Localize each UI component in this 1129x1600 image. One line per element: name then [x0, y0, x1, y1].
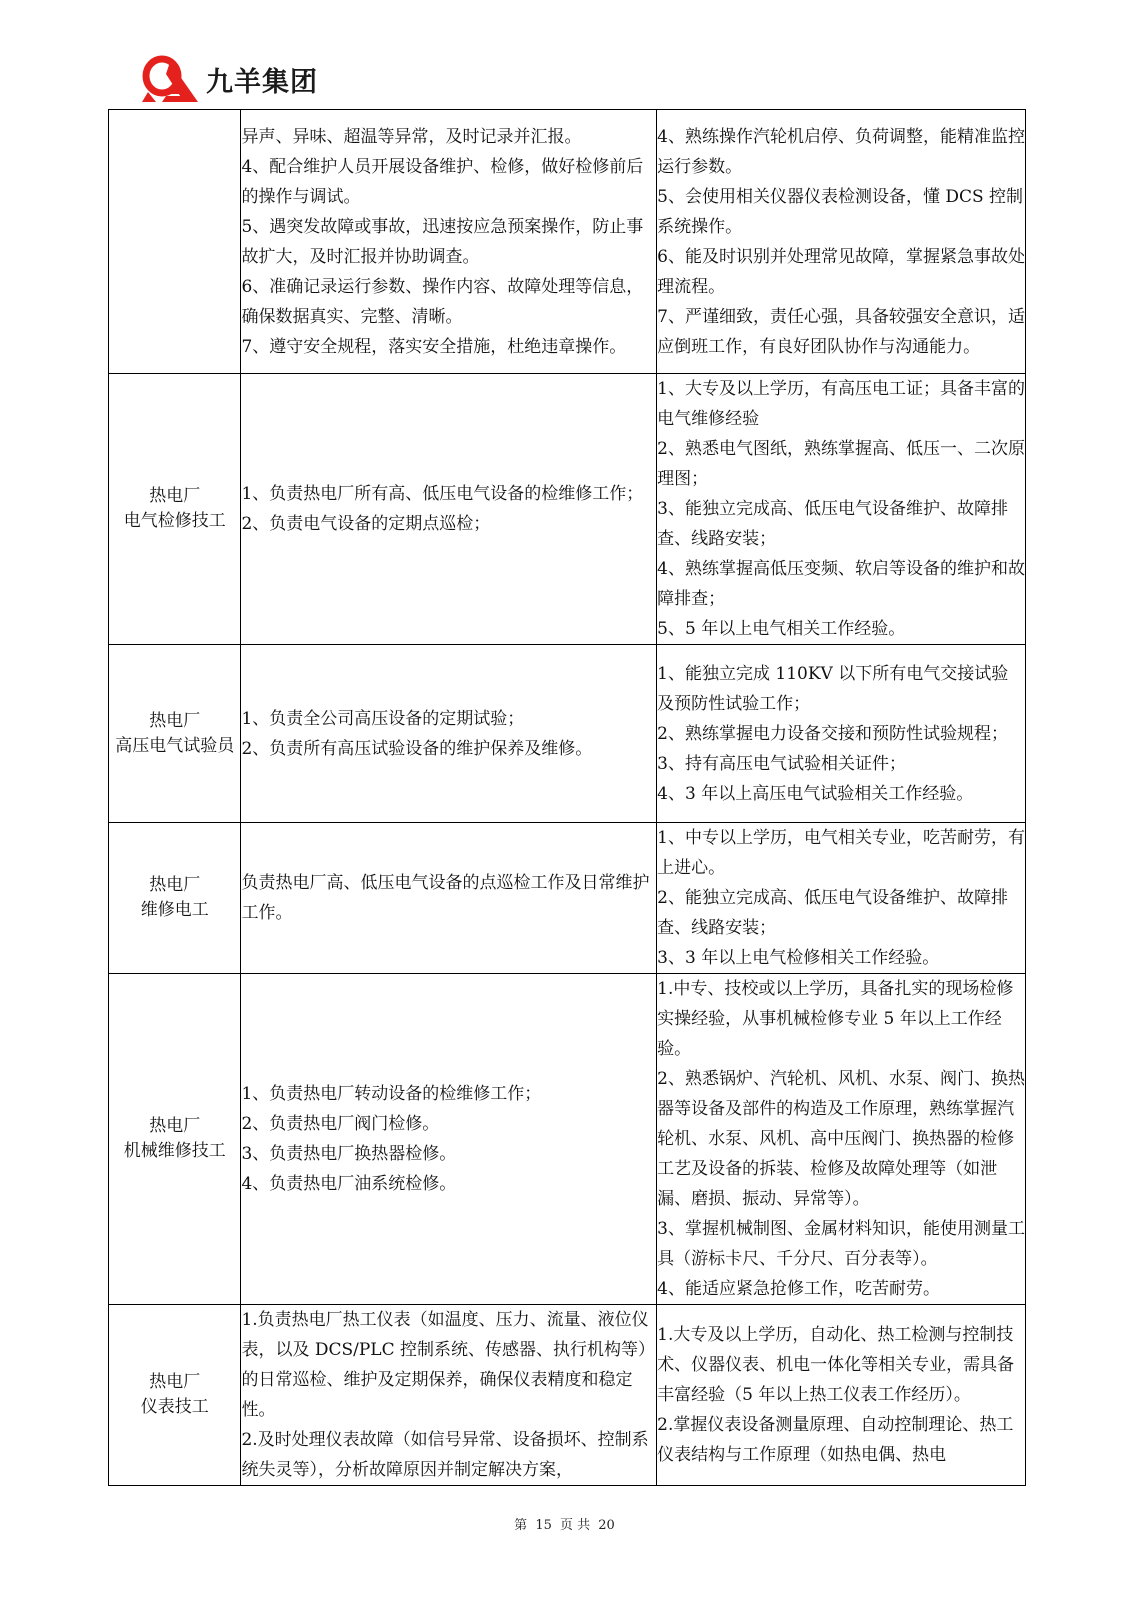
- table-row: [109, 645, 1026, 823]
- requirement-item: 5、5 年以上电气相关工作经验。: [657, 619, 906, 639]
- duty-item: 2、负责热电厂阀门检修。: [241, 1114, 440, 1134]
- requirement-item: 1.中专、技校或以上学历，具备扎实的现场检修实操经验，从事机械检修专业 5 年以上工作经验。: [657, 979, 1014, 1059]
- duties-cell: [241, 645, 657, 823]
- duty-item: 2、负责电气设备的定期点巡检；: [241, 514, 491, 534]
- requirement-item: 2.掌握仪表设备测量原理、自动控制理论、热工仪表结构与工作原理（如热电偶、热电: [657, 1415, 1014, 1465]
- page-header: [140, 52, 318, 106]
- duty-item: 2.及时处理仪表故障（如信号异常、设备损坏、控制系统失灵等），分析故障原因并制定解决方案，: [241, 1430, 649, 1480]
- duties-cell: [241, 823, 657, 974]
- table-row: [109, 1305, 1026, 1486]
- duty-item: 1、负责热电厂所有高、低压电气设备的检维修工作；: [241, 484, 644, 504]
- table-row: [109, 110, 1026, 374]
- requirements-cell: [657, 645, 1026, 823]
- requirement-item: 2、能独立完成高、低压电气设备维护、故障排查、线路安装；: [657, 888, 1008, 938]
- job-title-cell: 热电厂 电气检修技工: [109, 374, 241, 645]
- requirement-item: 4、熟练掌握高低压变频、软启等设备的维护和故障排查；: [657, 559, 1025, 609]
- requirements-cell: [657, 1305, 1026, 1486]
- footer-prefix: 第: [514, 1518, 528, 1533]
- requirements-cell: [657, 374, 1026, 645]
- requirement-item: 2、熟悉电气图纸，熟练掌握高、低压一、二次原理图；: [657, 439, 1025, 489]
- requirement-item: 3、掌握机械制图、金属材料知识，能使用测量工具（游标卡尺、千分尺、百分表等）。: [657, 1219, 1025, 1269]
- duty-item: 5、遇突发故障或事故，迅速按应急预案操作，防止事故扩大，及时汇报并协助调查。: [241, 216, 644, 267]
- brand-name: 九羊集团: [206, 66, 318, 98]
- requirement-item: 4、能适应紧急抢修工作，吃苦耐劳。: [657, 1279, 940, 1299]
- duty-item: 6、准确记录运行参数、操作内容、故障处理等信息，确保数据真实、完整、清晰。: [241, 276, 644, 327]
- requirements-cell: [657, 974, 1026, 1305]
- total-pages: 20: [598, 1518, 615, 1533]
- requirement-item: 1.大专及以上学历，自动化、热工检测与控制技术、仪器仪表、机电一体化等相关专业，需具备丰富经验（5 年以上热工仪表工作经历）。: [657, 1325, 1015, 1405]
- duty-item: 4、负责热电厂油系统检修。: [241, 1174, 457, 1194]
- job-title-cell: 热电厂 机械维修技工: [109, 974, 241, 1305]
- page-number: 15: [535, 1518, 552, 1533]
- page-footer: [0, 1514, 1129, 1533]
- job-title-cell: [109, 110, 241, 374]
- requirement-item: 6、能及时识别并处理常见故障，掌握紧急事故处理流程。: [657, 246, 1025, 297]
- requirement-item: 4、熟练操作汽轮机启停、负荷调整，能精准监控运行参数。: [657, 126, 1025, 177]
- requirement-item: 3、3 年以上电气检修相关工作经验。: [657, 948, 940, 968]
- duty-item: 3、负责热电厂换热器检修。: [241, 1144, 457, 1164]
- table-row: [109, 823, 1026, 974]
- duties-cell: [241, 1305, 657, 1486]
- job-title-cell: 热电厂 高压电气试验员: [109, 645, 241, 823]
- job-title-cell: 热电厂 仪表技工: [109, 1305, 241, 1486]
- duty-item: 2、负责所有高压试验设备的维护保养及维修。: [241, 738, 593, 759]
- requirement-item: 3、能独立完成高、低压电气设备维护、故障排查、线路安装；: [657, 499, 1008, 549]
- job-table: [108, 109, 1026, 1486]
- duties-cell: [241, 974, 657, 1305]
- job-title-cell: 热电厂 维修电工: [109, 823, 241, 974]
- duty-item: 异声、异味、超温等异常，及时记录并汇报。: [241, 126, 582, 147]
- requirement-item: 1、大专及以上学历，有高压电工证；具备丰富的电气维修经验: [657, 379, 1025, 429]
- requirements-cell: [657, 110, 1026, 374]
- requirement-item: 3、持有高压电气试验相关证件；: [657, 753, 906, 774]
- duties-cell: [241, 110, 657, 374]
- jiuyang-logo-icon: [140, 52, 202, 106]
- requirement-item: 4、3 年以上高压电气试验相关工作经验。: [657, 783, 974, 804]
- requirement-item: 2、熟悉锅炉、汽轮机、风机、水泵、阀门、换热器等设备及部件的构造及工作原理，熟练掌握汽轮机、水泵、风机、高中压阀门、换热器的检修工艺及设备的拆装、检修及故障处理等（如泄漏、磨损、振动、异常等）。: [657, 1069, 1025, 1209]
- requirements-cell: [657, 823, 1026, 974]
- requirement-item: 2、熟练掌握电力设备交接和预防性试验规程；: [657, 723, 1008, 744]
- duty-item: 1.负责热电厂热工仪表（如温度、压力、流量、液位仪表，以及 DCS/PLC 控制系统、传感器、执行机构等）的日常巡检、维护及定期保养，确保仪表精度和稳定性。: [241, 1310, 656, 1420]
- requirement-item: 5、会使用相关仪器仪表检测设备，懂 DCS 控制系统操作。: [657, 186, 1024, 237]
- duty-item: 7、遵守安全规程，落实安全措施，杜绝违章操作。: [241, 336, 627, 357]
- duty-item: 1、负责热电厂转动设备的检维修工作；: [241, 1084, 542, 1104]
- requirement-item: 7、严谨细致，责任心强，具备较强安全意识，适应倒班工作，有良好团队协作与沟通能力。: [657, 306, 1025, 357]
- requirement-item: 1、中专以上学历，电气相关专业，吃苦耐劳，有上进心。: [657, 828, 1025, 878]
- footer-mid: 页 共: [560, 1518, 591, 1533]
- duty-item: 1、负责全公司高压设备的定期试验；: [241, 708, 525, 729]
- duty-item: 负责热电厂高、低压电气设备的点巡检工作及日常维护工作。: [241, 873, 650, 923]
- table-row: [109, 374, 1026, 645]
- duties-cell: [241, 374, 657, 645]
- table-row: [109, 974, 1026, 1305]
- duty-item: 4、配合维护人员开展设备维护、检修，做好检修前后的操作与调试。: [241, 156, 644, 207]
- requirement-item: 1、能独立完成 110KV 以下所有电气交接试验及预防性试验工作；: [657, 663, 1009, 714]
